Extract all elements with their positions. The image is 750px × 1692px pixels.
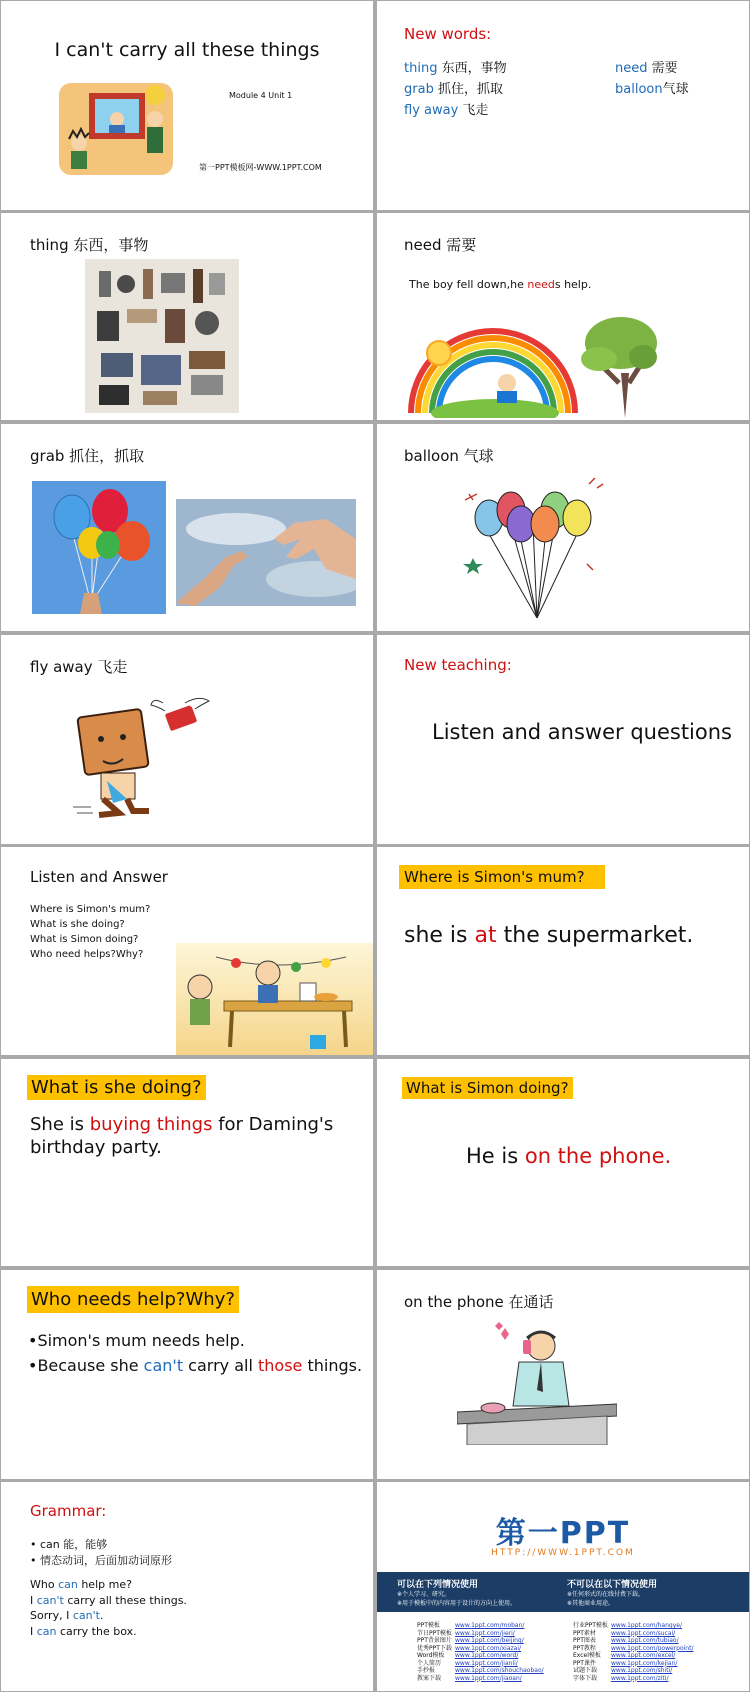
allow-item: ※个人学习、研究。 <box>397 1591 451 1598</box>
question-item: Who need helps?Why? <box>30 949 144 960</box>
slide-what-simon-doing[interactable] <box>377 1059 749 1266</box>
answer-highlight: at <box>474 923 497 948</box>
question-list <box>30 902 150 962</box>
slide-heading: thing 东西，事物 <box>30 236 149 254</box>
slide-on-the-phone[interactable] <box>377 1270 749 1479</box>
deny-title: 不可以在以下情况使用 <box>567 1580 658 1590</box>
link-list-right <box>573 1622 693 1682</box>
promo-url: HTTP://WWW.1PPT.COM <box>491 1548 635 1558</box>
link-row[interactable] <box>573 1667 693 1675</box>
link-label: 教案下载 <box>417 1674 442 1682</box>
promo-usage-bar <box>377 1572 749 1612</box>
link-url[interactable]: www.1ppt.com/jianli/ <box>455 1659 518 1667</box>
link-row[interactable] <box>417 1660 544 1668</box>
link-url[interactable]: www.1ppt.com/hangye/ <box>611 1622 682 1629</box>
vocab-meaning: 需要 <box>651 61 678 76</box>
link-url[interactable]: www.1ppt.com/xiazai/ <box>455 1644 522 1652</box>
bullet-item: •Simon's mum needs help. <box>28 1331 245 1350</box>
slide-what-she-doing[interactable] <box>1 1059 373 1266</box>
link-row[interactable] <box>417 1652 544 1660</box>
party-table-illustration <box>176 943 373 1055</box>
link-url[interactable]: www.1ppt.com/tubiao/ <box>611 1637 679 1644</box>
example-highlight: can <box>58 1578 78 1591</box>
link-row[interactable] <box>573 1652 693 1660</box>
vocab-meaning: 东西，事物 <box>441 61 507 76</box>
answer-part: birthday party. <box>30 1137 162 1158</box>
bullet-part: carry all <box>183 1356 258 1375</box>
slide-need[interactable] <box>377 213 749 420</box>
question-item: What is she doing? <box>30 919 125 930</box>
bullet-highlight: can't <box>143 1356 184 1375</box>
link-url[interactable]: www.1ppt.com/kejian/ <box>611 1659 678 1667</box>
sentence-highlight: need <box>527 278 555 291</box>
link-label: PPT模板 <box>417 1622 440 1629</box>
example-part: I <box>30 1624 37 1638</box>
answer-bullets <box>28 1328 362 1378</box>
link-label: 字体下载 <box>573 1674 598 1682</box>
example-highlight: can <box>36 1624 57 1638</box>
link-label: 行业PPT模板 <box>573 1622 608 1629</box>
question-item: What is Simon doing? <box>30 934 139 945</box>
deny-item: ※其他商业用途。 <box>567 1600 615 1607</box>
question-banner: What is Simon doing? <box>402 1077 573 1099</box>
link-label: 节日PPT模板 <box>417 1629 452 1637</box>
grammar-point: • can 能，能够 <box>30 1538 108 1551</box>
answer-part: He is <box>466 1144 525 1168</box>
slide-heading: fly away 飞走 <box>30 658 128 676</box>
slide-heading: Listen and Answer <box>30 868 168 886</box>
link-row[interactable] <box>573 1660 693 1668</box>
module-label: Module 4 Unit 1 <box>229 91 293 100</box>
example-line <box>30 1577 187 1593</box>
box-character-illustration <box>73 695 215 820</box>
slide-grammar[interactable] <box>1 1482 373 1691</box>
link-row[interactable] <box>417 1667 544 1675</box>
example-line <box>30 1608 187 1624</box>
link-label: Word模板 <box>417 1652 445 1659</box>
slide-heading: on the phone 在通话 <box>404 1293 554 1311</box>
link-row[interactable] <box>417 1630 544 1638</box>
slide-heading: Grammar: <box>30 1502 107 1520</box>
link-url[interactable]: www.1ppt.com/sucai/ <box>611 1629 676 1637</box>
example-highlight: can't <box>36 1593 64 1607</box>
vocab-meaning: 抓住，抓取 <box>437 82 503 97</box>
link-url[interactable]: www.1ppt.com/excel/ <box>611 1652 676 1659</box>
link-row[interactable] <box>573 1675 693 1683</box>
link-url[interactable]: www.1ppt.com/shouchaobao/ <box>455 1667 544 1674</box>
link-label: PPT课件 <box>573 1659 596 1667</box>
link-url[interactable]: www.1ppt.com/moban/ <box>455 1622 525 1629</box>
slide-title-text: I can't carry all these things <box>54 39 320 61</box>
link-row[interactable] <box>417 1675 544 1683</box>
slide-heading: New words: <box>404 25 492 43</box>
slide-thing[interactable] <box>1 213 373 420</box>
link-row[interactable] <box>417 1637 544 1645</box>
vocab-word: thing <box>404 61 438 76</box>
answer-text <box>404 923 693 948</box>
link-url[interactable]: www.1ppt.com/jiaoan/ <box>455 1674 522 1682</box>
slide-new-words[interactable] <box>377 1 749 210</box>
slide-heading: New teaching: <box>404 656 512 674</box>
link-row[interactable] <box>573 1622 693 1630</box>
answer-text <box>30 1113 333 1159</box>
slide-title[interactable] <box>1 1 373 210</box>
example-line <box>30 1624 187 1640</box>
bullet-part: things. <box>302 1356 363 1375</box>
link-url[interactable]: www.1ppt.com/word/ <box>455 1652 519 1659</box>
example-part: help me? <box>77 1578 132 1591</box>
answer-part: she is <box>404 923 475 948</box>
example-highlight: can't <box>72 1609 100 1622</box>
link-url[interactable]: www.1ppt.com/ziti/ <box>611 1674 669 1682</box>
question-banner: Who needs help?Why? <box>27 1286 239 1313</box>
link-url[interactable]: www.1ppt.com/jieri/ <box>455 1629 515 1637</box>
reaching-hands-photo <box>176 499 356 606</box>
allow-title: 可以在下列情况使用 <box>397 1580 479 1590</box>
link-label: PPT背景图片 <box>417 1637 452 1644</box>
question-banner: Where is Simon's mum? <box>399 865 605 889</box>
link-url[interactable]: www.1ppt.com/beijing/ <box>455 1637 524 1644</box>
example-part: carry the box. <box>56 1624 137 1638</box>
slide-where-mum[interactable] <box>377 847 749 1055</box>
vocab-word: balloon <box>615 82 663 97</box>
link-label: 个人简历 <box>417 1659 442 1667</box>
answer-text <box>466 1144 671 1168</box>
sentence-part: The boy fell down,he <box>409 278 528 291</box>
answer-highlight: buying things <box>89 1114 213 1135</box>
link-list-left <box>417 1622 544 1682</box>
grammar-examples <box>30 1577 187 1639</box>
link-label: 优秀PPT下载 <box>417 1644 452 1652</box>
answer-part: She is <box>30 1114 90 1135</box>
slide-fly-away[interactable] <box>1 635 373 844</box>
man-on-phone-illustration <box>457 1320 617 1445</box>
question-item: Where is Simon's mum? <box>30 904 151 915</box>
vocab-list-right <box>615 58 689 100</box>
slide-listen-answer[interactable] <box>1 847 373 1055</box>
objects-photo <box>85 259 239 413</box>
example-part: I <box>30 1593 37 1607</box>
link-url[interactable]: www.1ppt.com/powerpoint/ <box>611 1644 694 1652</box>
example-part: Sorry, I <box>30 1609 73 1622</box>
link-url[interactable]: www.1ppt.com/shiti/ <box>611 1667 673 1674</box>
balloon-bunch-illustration <box>459 474 609 619</box>
slide-grab[interactable] <box>1 424 373 631</box>
slide-heading: need 需要 <box>404 236 477 254</box>
link-row[interactable] <box>573 1645 693 1653</box>
link-row[interactable] <box>417 1622 544 1630</box>
allow-item: ※用于模板中的内容用于设计的方向上使用。 <box>397 1600 517 1607</box>
slide-balloon[interactable] <box>377 424 749 631</box>
example-part: carry all these things. <box>63 1593 187 1607</box>
slide-heading: balloon 气球 <box>404 447 494 465</box>
vocab-meaning: 飞走 <box>462 103 489 118</box>
rainbow-boy-illustration <box>407 313 657 418</box>
sentence-part: s help. <box>554 278 592 291</box>
slide-heading: grab 抓住，抓取 <box>30 447 145 465</box>
vocab-word: fly away <box>404 103 459 118</box>
slide-who-needs-help[interactable] <box>1 1270 373 1479</box>
example-part: Who <box>30 1578 59 1591</box>
bullet-highlight: those <box>258 1356 303 1375</box>
teaching-instruction: Listen and answer questions <box>432 720 732 744</box>
vocab-list <box>404 58 507 121</box>
example-line <box>30 1593 187 1609</box>
answer-highlight: on the phone. <box>524 1144 672 1168</box>
slide-ppt-promo[interactable] <box>377 1482 749 1691</box>
deny-item: ※任何形式的在线付费下载。 <box>567 1591 645 1598</box>
link-label: 试题下载 <box>573 1667 598 1674</box>
link-row[interactable] <box>417 1645 544 1653</box>
vocab-meaning: 气球 <box>662 82 689 97</box>
balloons-in-hand-photo <box>32 481 166 614</box>
link-label: PPT图表 <box>573 1637 596 1644</box>
cartoon-window-illustration <box>59 83 173 175</box>
example-sentence <box>409 278 591 291</box>
grammar-point: • 情态动词，后面加动词原形 <box>30 1554 172 1567</box>
link-label: 手抄报 <box>417 1667 436 1674</box>
link-row[interactable] <box>573 1637 693 1645</box>
vocab-word: grab <box>404 82 434 97</box>
link-label: Excel模板 <box>573 1652 601 1659</box>
site-label: 第一PPT模板网-WWW.1PPT.COM <box>199 163 322 172</box>
promo-logo: 第一PPT <box>495 1516 631 1551</box>
link-label: PPT素材 <box>573 1629 596 1637</box>
example-part: . <box>99 1609 104 1622</box>
grammar-points <box>30 1537 172 1569</box>
question-banner: What is she doing? <box>27 1075 206 1100</box>
answer-part: the supermarket. <box>496 923 694 948</box>
link-label: PPT教程 <box>573 1644 596 1652</box>
bullet-part: •Because she <box>28 1356 144 1375</box>
slide-new-teaching[interactable] <box>377 635 749 844</box>
bullet-item <box>28 1353 362 1378</box>
vocab-word: need <box>615 61 648 76</box>
answer-part: for Daming's <box>212 1114 334 1135</box>
link-row[interactable] <box>573 1630 693 1638</box>
